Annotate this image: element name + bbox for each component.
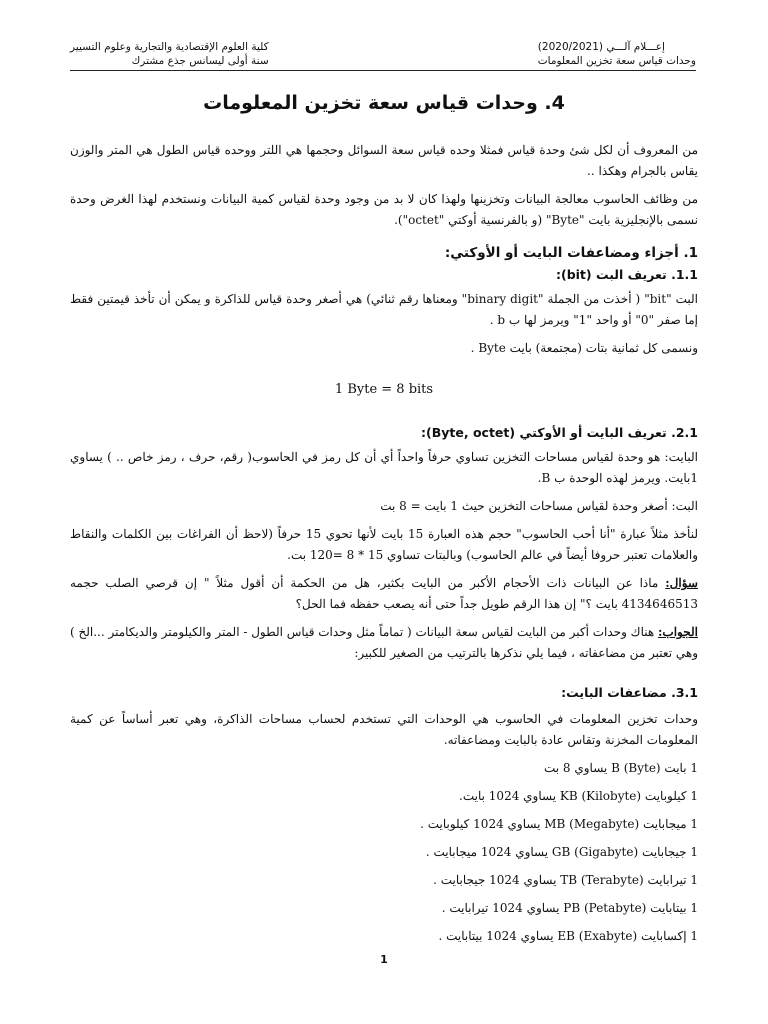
answer-label: الجواب: bbox=[658, 625, 698, 639]
byte-example: لنأخذ مثلاً عبارة "أنا أحب الحاسوب" حجم هذه العبارة 15 بايت لأنها تحوي 15 حرفاً (لاحظ أن الفراغات بين الكلمات والنقاط والعلامات تعتبر حروفا أيضاً في عالم الحاسوب) وبالبتات تساوي 15 * 8 =120 بت. bbox=[70, 527, 698, 562]
header-left bbox=[538, 40, 696, 68]
section-3-1-heading: 3.1. مضاعفات البايت: bbox=[561, 685, 698, 700]
byte-formula: 1 Byte = 8 bits bbox=[334, 382, 434, 397]
page-title: 4. وحدات قياس سعة تخزين المعلومات bbox=[203, 92, 565, 114]
header-right bbox=[70, 40, 269, 68]
units-intro: وحدات تخزين المعلومات في الحاسوب هي الوحدات التي تستخدم لحساب مساحات الذاكرة، وهي تعبر أساساً عن كمية المعلومات المخزنة وتقاس عادة بالبايت ومضاعفاته. bbox=[70, 712, 698, 747]
question-label: سؤال: bbox=[665, 576, 698, 590]
units-list bbox=[70, 758, 698, 947]
unit-kilobyte: 1 كيلوبايت KB (Kilobyte) يساوي 1024 بايت. bbox=[459, 789, 698, 803]
intro-paragraph-2: من وظائف الحاسوب معالجة البيانات وتخزينها ولهذا كان لا بد من وجود وحدة لقياس كمية البيانات ونستخدم لهذا الغرض وحدة نسمى بالإنجليزية بايت "Byte" (و بالفرنسية أوكتي "octet"). bbox=[70, 192, 698, 227]
unit-gigabyte: 1 جيجابايت GB (Gigabyte) يساوي 1024 ميجابايت . bbox=[425, 845, 698, 859]
answer-text: هناك وحدات أكبر من البايت لقياس سعة البيانات ( تماماً مثل وحدات قياس الطول - المتر والكيلومتر والديكامتر ...الخ ) وهي تعتبر من مضاعفاته ، فيما يلي نذكرها بالترتيب من الصغير للكبير: bbox=[69, 625, 698, 660]
unit-megabyte: 1 ميجابايت MB (Megabyte) يساوي 1024 كيلوبايت . bbox=[420, 817, 698, 831]
unit-petabyte: 1 بيتابايت PB (Petabyte) يساوي 1024 تيرابايت . bbox=[441, 901, 698, 915]
page-header bbox=[70, 40, 696, 71]
course-name: إعـــلام آلـــي (2020/2021) bbox=[537, 41, 665, 53]
faculty-name: كلية العلوم الإقتصادية والتجارية وعلوم التسيير bbox=[70, 41, 269, 53]
unit-exabyte: 1 إكسابايت EB (Exabyte) يساوي 1024 بيتابايت . bbox=[438, 929, 698, 943]
bit-definition-short: البت: أصغر وحدة لقياس مساحات التخزين حيث 1 بايت = 8 بت bbox=[380, 499, 698, 513]
unit-byte: 1 بايت B (Byte) يساوي 8 بت bbox=[543, 761, 698, 775]
intro-paragraph-1: من المعروف أن لكل شئ وحدة قياس فمثلا وحده قياس سعة السوائل وحجمها هي اللتر ووحده قياس الطول هي المتر والوزن يقاس بالجرام وهكذا .. bbox=[70, 143, 698, 178]
lesson-name: وحدات قياس سعة تخزين المعلومات bbox=[537, 55, 696, 67]
document-body bbox=[70, 140, 698, 954]
section-1-1-heading: 1.1. تعريف البت (bit): bbox=[555, 267, 698, 282]
level-name: سنة أولى ليسانس جذع مشترك bbox=[131, 55, 269, 67]
section-2-1-heading: 2.1. تعريف البايت أو الأوكتي (Byte, octet): bbox=[421, 425, 698, 440]
question-paragraph bbox=[70, 573, 698, 615]
section-1-heading: 1. أجزاء ومضاعفات البايت أو الأوكتي: bbox=[444, 245, 698, 261]
byte-eight-bits: ونسمى كل ثمانية بتات (مجتمعة) بايت Byte . bbox=[470, 341, 698, 355]
byte-definition: البايت: هو وحدة لقياس مساحات التخزين تساوي حرفاً واحداً أي أن كل رمز في الحاسوب( رقم، حرف ، رمز خاص .. ) يساوي 1بايت. ويرمز لهذه الوحدة ب B. bbox=[70, 450, 698, 485]
bit-definition: البت "bit" ( أخذت من الجملة "binary digit" ومعناها رقم ثنائي) هي أصغر وحدة قياس للذاكرة و يمكن أن تأخذ قيمتين فقط إما صفر "0" أو واحد "1" ويرمز لها ب b . bbox=[70, 292, 699, 327]
answer-paragraph bbox=[70, 622, 698, 664]
unit-terabyte: 1 تيرابايت TB (Terabyte) يساوي 1024 جيجابايت . bbox=[433, 873, 698, 887]
question-text: ماذا عن البيانات ذات الأحجام الأكبر من البايت بكثير، هل من الحكمة أن أقول مثلاً " إن قرصي الصلب حجمه 4134646513 بايت ؟" إن هذا الرقم طويل جداً حتى أنه يصعب حفظه فما الحل؟ bbox=[70, 576, 698, 611]
page-number: 1 bbox=[380, 953, 388, 966]
